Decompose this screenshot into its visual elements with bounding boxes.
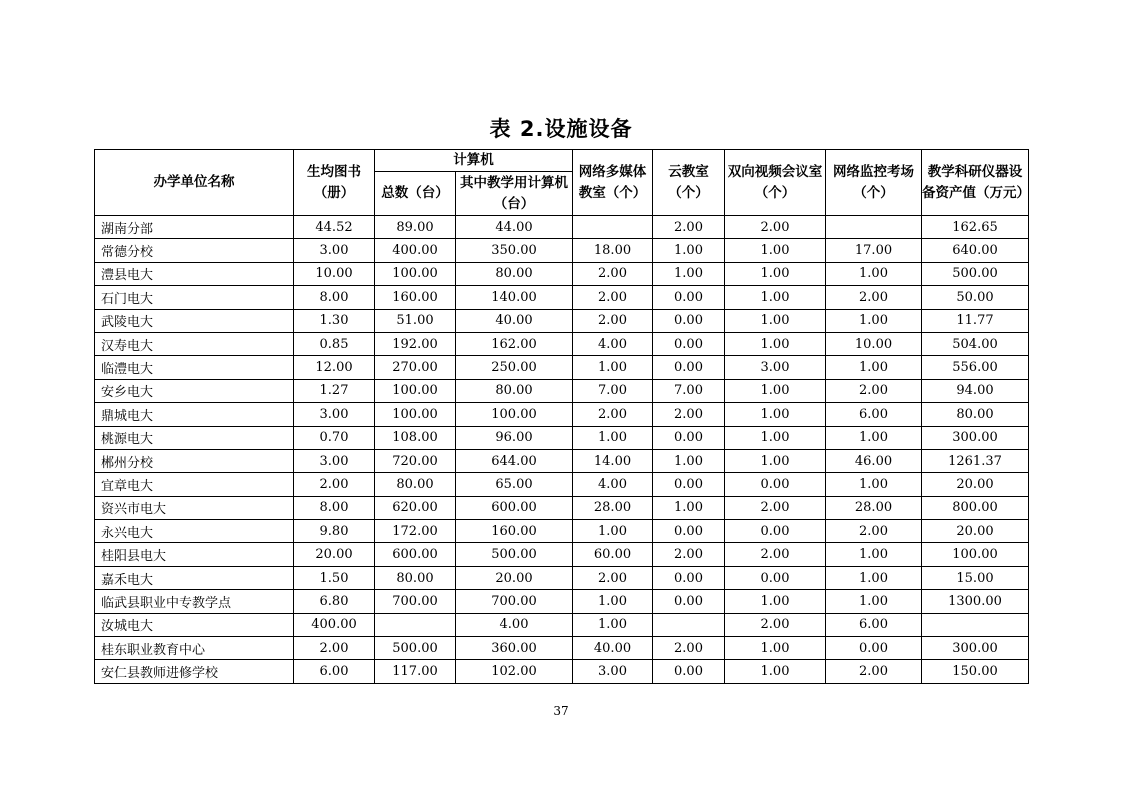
- cell-multimedia-classrooms: 2.00: [573, 262, 653, 285]
- cell-unit-name: 武陵电大: [95, 309, 294, 332]
- cell-equipment-value: 150.00: [922, 660, 1029, 683]
- cell-video-conference-rooms: 1.00: [725, 590, 826, 613]
- cell-unit-name: 安仁县教师进修学校: [95, 660, 294, 683]
- cell-books-per-student: 44.52: [294, 216, 375, 239]
- cell-video-conference-rooms: 1.00: [725, 637, 826, 660]
- cell-computers-total: 160.00: [375, 286, 456, 309]
- cell-video-conference-rooms: 1.00: [725, 660, 826, 683]
- cell-equipment-value: 300.00: [922, 426, 1029, 449]
- cell-video-conference-rooms: 1.00: [725, 286, 826, 309]
- cell-computers-teaching: 700.00: [456, 590, 573, 613]
- header-computers-teaching: 其中教学用计算机（台）: [456, 172, 573, 216]
- cell-computers-total: 89.00: [375, 216, 456, 239]
- cell-video-conference-rooms: 0.00: [725, 566, 826, 589]
- cell-computers-total: 700.00: [375, 590, 456, 613]
- cell-computers-teaching: 65.00: [456, 473, 573, 496]
- cell-monitored-exam-rooms: 28.00: [826, 496, 922, 519]
- cell-unit-name: 石门电大: [95, 286, 294, 309]
- cell-books-per-student: 2.00: [294, 637, 375, 660]
- cell-unit-name: 常德分校: [95, 239, 294, 262]
- cell-computers-teaching: 360.00: [456, 637, 573, 660]
- header-books-per-student: 生均图书（册）: [294, 150, 375, 216]
- cell-video-conference-rooms: 2.00: [725, 496, 826, 519]
- cell-equipment-value: 94.00: [922, 379, 1029, 402]
- cell-video-conference-rooms: 0.00: [725, 520, 826, 543]
- cell-cloud-classrooms: 0.00: [653, 309, 725, 332]
- cell-video-conference-rooms: 0.00: [725, 473, 826, 496]
- cell-multimedia-classrooms: 2.00: [573, 566, 653, 589]
- cell-multimedia-classrooms: 28.00: [573, 496, 653, 519]
- cell-monitored-exam-rooms: 6.00: [826, 613, 922, 636]
- cell-video-conference-rooms: 1.00: [725, 379, 826, 402]
- cell-monitored-exam-rooms: 2.00: [826, 379, 922, 402]
- cell-cloud-classrooms: 2.00: [653, 216, 725, 239]
- cell-monitored-exam-rooms: 1.00: [826, 426, 922, 449]
- cell-unit-name: 桂阳县电大: [95, 543, 294, 566]
- table-row: [95, 543, 1029, 566]
- cell-video-conference-rooms: 1.00: [725, 309, 826, 332]
- header-video-conference-rooms: 双向视频会议室（个）: [725, 150, 826, 216]
- cell-computers-teaching: 44.00: [456, 216, 573, 239]
- cell-books-per-student: 1.30: [294, 309, 375, 332]
- header-equipment-value: 教学科研仪器设备资产值（万元）: [922, 150, 1029, 216]
- cell-cloud-classrooms: 0.00: [653, 520, 725, 543]
- cell-cloud-classrooms: 1.00: [653, 449, 725, 472]
- cell-computers-teaching: 644.00: [456, 449, 573, 472]
- header-cloud-classrooms: 云教室（个）: [653, 150, 725, 216]
- table-row: [95, 496, 1029, 519]
- cell-equipment-value: 556.00: [922, 356, 1029, 379]
- cell-cloud-classrooms: 2.00: [653, 637, 725, 660]
- cell-monitored-exam-rooms: 1.00: [826, 356, 922, 379]
- table-row: [95, 449, 1029, 472]
- cell-multimedia-classrooms: 2.00: [573, 403, 653, 426]
- cell-computers-total: 400.00: [375, 239, 456, 262]
- table-row: [95, 520, 1029, 543]
- cell-unit-name: 桂东职业教育中心: [95, 637, 294, 660]
- cell-equipment-value: 1300.00: [922, 590, 1029, 613]
- cell-books-per-student: 0.85: [294, 332, 375, 355]
- cell-monitored-exam-rooms: 17.00: [826, 239, 922, 262]
- header-multimedia-classrooms: 网络多媒体教室（个）: [573, 150, 653, 216]
- cell-video-conference-rooms: 1.00: [725, 332, 826, 355]
- cell-books-per-student: 20.00: [294, 543, 375, 566]
- cell-multimedia-classrooms: 14.00: [573, 449, 653, 472]
- cell-cloud-classrooms: 1.00: [653, 262, 725, 285]
- cell-cloud-classrooms: 7.00: [653, 379, 725, 402]
- cell-cloud-classrooms: 1.00: [653, 239, 725, 262]
- cell-multimedia-classrooms: [573, 216, 653, 239]
- cell-video-conference-rooms: 1.00: [725, 449, 826, 472]
- cell-video-conference-rooms: 1.00: [725, 262, 826, 285]
- cell-computers-total: 108.00: [375, 426, 456, 449]
- cell-cloud-classrooms: 1.00: [653, 496, 725, 519]
- cell-multimedia-classrooms: 4.00: [573, 332, 653, 355]
- cell-computers-teaching: 96.00: [456, 426, 573, 449]
- cell-video-conference-rooms: 1.00: [725, 426, 826, 449]
- table-row: [95, 403, 1029, 426]
- cell-books-per-student: 2.00: [294, 473, 375, 496]
- cell-monitored-exam-rooms: 1.00: [826, 543, 922, 566]
- cell-multimedia-classrooms: 7.00: [573, 379, 653, 402]
- table-row: [95, 332, 1029, 355]
- cell-video-conference-rooms: 1.00: [725, 403, 826, 426]
- cell-books-per-student: 1.27: [294, 379, 375, 402]
- cell-books-per-student: 6.00: [294, 660, 375, 683]
- table-row: [95, 286, 1029, 309]
- cell-multimedia-classrooms: 4.00: [573, 473, 653, 496]
- cell-computers-teaching: 102.00: [456, 660, 573, 683]
- cell-cloud-classrooms: 0.00: [653, 332, 725, 355]
- cell-monitored-exam-rooms: 0.00: [826, 637, 922, 660]
- table-row: [95, 660, 1029, 683]
- cell-unit-name: 汉寿电大: [95, 332, 294, 355]
- cell-monitored-exam-rooms: 2.00: [826, 520, 922, 543]
- cell-computers-teaching: 162.00: [456, 332, 573, 355]
- cell-books-per-student: 8.00: [294, 286, 375, 309]
- cell-equipment-value: 15.00: [922, 566, 1029, 589]
- header-computers: 计算机: [375, 150, 573, 172]
- cell-video-conference-rooms: 2.00: [725, 216, 826, 239]
- cell-computers-total: 600.00: [375, 543, 456, 566]
- header-unit-name: 办学单位名称: [95, 150, 294, 216]
- cell-cloud-classrooms: 0.00: [653, 473, 725, 496]
- cell-video-conference-rooms: 2.00: [725, 613, 826, 636]
- cell-books-per-student: 10.00: [294, 262, 375, 285]
- cell-cloud-classrooms: 0.00: [653, 660, 725, 683]
- cell-video-conference-rooms: 1.00: [725, 239, 826, 262]
- cell-equipment-value: 504.00: [922, 332, 1029, 355]
- cell-monitored-exam-rooms: 1.00: [826, 473, 922, 496]
- page-number: 37: [553, 704, 569, 718]
- cell-unit-name: 永兴电大: [95, 520, 294, 543]
- table-row: [95, 613, 1029, 636]
- cell-computers-teaching: 100.00: [456, 403, 573, 426]
- cell-equipment-value: [922, 613, 1029, 636]
- table-row: [95, 356, 1029, 379]
- cell-multimedia-classrooms: 1.00: [573, 520, 653, 543]
- cell-computers-total: [375, 613, 456, 636]
- cell-computers-total: 100.00: [375, 403, 456, 426]
- cell-equipment-value: 640.00: [922, 239, 1029, 262]
- cell-cloud-classrooms: 2.00: [653, 543, 725, 566]
- cell-computers-total: 620.00: [375, 496, 456, 519]
- cell-video-conference-rooms: 2.00: [725, 543, 826, 566]
- cell-unit-name: 澧县电大: [95, 262, 294, 285]
- cell-computers-total: 100.00: [375, 379, 456, 402]
- cell-computers-teaching: 250.00: [456, 356, 573, 379]
- cell-multimedia-classrooms: 1.00: [573, 426, 653, 449]
- cell-computers-total: 172.00: [375, 520, 456, 543]
- cell-computers-total: 500.00: [375, 637, 456, 660]
- cell-books-per-student: 8.00: [294, 496, 375, 519]
- cell-monitored-exam-rooms: [826, 216, 922, 239]
- cell-monitored-exam-rooms: 2.00: [826, 660, 922, 683]
- header-monitored-exam-rooms: 网络监控考场（个）: [826, 150, 922, 216]
- cell-computers-total: 192.00: [375, 332, 456, 355]
- cell-books-per-student: 3.00: [294, 449, 375, 472]
- table-row: [95, 426, 1029, 449]
- cell-cloud-classrooms: 0.00: [653, 426, 725, 449]
- cell-multimedia-classrooms: 3.00: [573, 660, 653, 683]
- table-row: [95, 216, 1029, 239]
- table-row: [95, 239, 1029, 262]
- cell-equipment-value: 1261.37: [922, 449, 1029, 472]
- cell-cloud-classrooms: 0.00: [653, 590, 725, 613]
- cell-computers-teaching: 140.00: [456, 286, 573, 309]
- cell-monitored-exam-rooms: 1.00: [826, 590, 922, 613]
- cell-computers-total: 80.00: [375, 566, 456, 589]
- cell-equipment-value: 80.00: [922, 403, 1029, 426]
- cell-equipment-value: 500.00: [922, 262, 1029, 285]
- cell-cloud-classrooms: 0.00: [653, 356, 725, 379]
- cell-monitored-exam-rooms: 1.00: [826, 262, 922, 285]
- cell-equipment-value: 162.65: [922, 216, 1029, 239]
- cell-unit-name: 宜章电大: [95, 473, 294, 496]
- cell-computers-teaching: 600.00: [456, 496, 573, 519]
- facilities-table: [94, 149, 1029, 684]
- cell-computers-total: 270.00: [375, 356, 456, 379]
- cell-multimedia-classrooms: 1.00: [573, 356, 653, 379]
- cell-equipment-value: 20.00: [922, 473, 1029, 496]
- cell-unit-name: 嘉禾电大: [95, 566, 294, 589]
- cell-equipment-value: 11.77: [922, 309, 1029, 332]
- table-row: [95, 379, 1029, 402]
- cell-unit-name: 资兴市电大: [95, 496, 294, 519]
- cell-unit-name: 鼎城电大: [95, 403, 294, 426]
- cell-equipment-value: 800.00: [922, 496, 1029, 519]
- cell-computers-teaching: 4.00: [456, 613, 573, 636]
- cell-computers-total: 117.00: [375, 660, 456, 683]
- table-row: [95, 309, 1029, 332]
- cell-multimedia-classrooms: 40.00: [573, 637, 653, 660]
- cell-monitored-exam-rooms: 6.00: [826, 403, 922, 426]
- cell-unit-name: 桃源电大: [95, 426, 294, 449]
- cell-cloud-classrooms: 0.00: [653, 286, 725, 309]
- table-row: [95, 262, 1029, 285]
- cell-unit-name: 郴州分校: [95, 449, 294, 472]
- cell-computers-total: 720.00: [375, 449, 456, 472]
- cell-video-conference-rooms: 3.00: [725, 356, 826, 379]
- table-row: [95, 637, 1029, 660]
- cell-computers-teaching: 20.00: [456, 566, 573, 589]
- cell-books-per-student: 1.50: [294, 566, 375, 589]
- cell-computers-total: 100.00: [375, 262, 456, 285]
- cell-books-per-student: 3.00: [294, 239, 375, 262]
- cell-monitored-exam-rooms: 1.00: [826, 309, 922, 332]
- cell-monitored-exam-rooms: 1.00: [826, 566, 922, 589]
- table-row: [95, 590, 1029, 613]
- cell-books-per-student: 12.00: [294, 356, 375, 379]
- cell-books-per-student: 6.80: [294, 590, 375, 613]
- cell-cloud-classrooms: 2.00: [653, 403, 725, 426]
- cell-unit-name: 临澧电大: [95, 356, 294, 379]
- cell-books-per-student: 3.00: [294, 403, 375, 426]
- cell-unit-name: 临武县职业中专教学点: [95, 590, 294, 613]
- table-row: [95, 566, 1029, 589]
- cell-books-per-student: 9.80: [294, 520, 375, 543]
- cell-multimedia-classrooms: 18.00: [573, 239, 653, 262]
- cell-computers-teaching: 40.00: [456, 309, 573, 332]
- cell-monitored-exam-rooms: 2.00: [826, 286, 922, 309]
- cell-computers-teaching: 80.00: [456, 379, 573, 402]
- cell-computers-teaching: 500.00: [456, 543, 573, 566]
- cell-computers-total: 80.00: [375, 473, 456, 496]
- cell-multimedia-classrooms: 2.00: [573, 309, 653, 332]
- cell-multimedia-classrooms: 1.00: [573, 590, 653, 613]
- cell-multimedia-classrooms: 2.00: [573, 286, 653, 309]
- table-title: 表 2.设施设备: [489, 117, 633, 141]
- cell-computers-teaching: 350.00: [456, 239, 573, 262]
- header-computers-total: 总数（台）: [375, 172, 456, 216]
- cell-equipment-value: 300.00: [922, 637, 1029, 660]
- cell-books-per-student: 400.00: [294, 613, 375, 636]
- cell-unit-name: 安乡电大: [95, 379, 294, 402]
- table-row: [95, 473, 1029, 496]
- cell-multimedia-classrooms: 60.00: [573, 543, 653, 566]
- cell-monitored-exam-rooms: 10.00: [826, 332, 922, 355]
- cell-multimedia-classrooms: 1.00: [573, 613, 653, 636]
- cell-equipment-value: 20.00: [922, 520, 1029, 543]
- cell-books-per-student: 0.70: [294, 426, 375, 449]
- cell-unit-name: 汝城电大: [95, 613, 294, 636]
- table-body: [95, 216, 1029, 684]
- cell-cloud-classrooms: 0.00: [653, 566, 725, 589]
- cell-cloud-classrooms: [653, 613, 725, 636]
- cell-unit-name: 湖南分部: [95, 216, 294, 239]
- cell-computers-total: 51.00: [375, 309, 456, 332]
- cell-equipment-value: 50.00: [922, 286, 1029, 309]
- cell-computers-teaching: 160.00: [456, 520, 573, 543]
- cell-monitored-exam-rooms: 46.00: [826, 449, 922, 472]
- cell-equipment-value: 100.00: [922, 543, 1029, 566]
- cell-computers-teaching: 80.00: [456, 262, 573, 285]
